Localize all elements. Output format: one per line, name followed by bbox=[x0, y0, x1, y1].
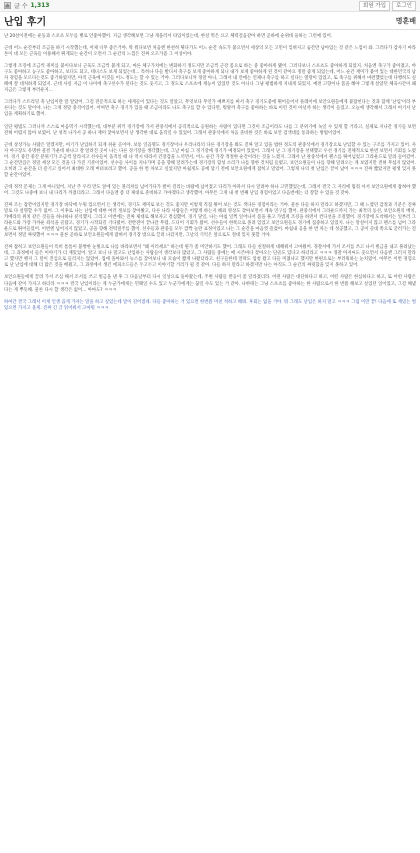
top-bar bbox=[0, 0, 420, 12]
paragraph: 그렇게 조깅에 조금씩 취미를 붙이다보니 근육도 조금씩 붙게 되고, 마른 체구가치에는 변화하기 정도지만 조금씩 근강 몸으로 하는 중 좋아하게 됐어. 그러다보니 스포츠도 좋아하게 되었지. 처음엔 축구가 좋아졌고, 야구도 좋아하고 농구도 좋아하고, 보디도 되고, 테니스도 보게 되었는데... 특히나 다들 발디셔 축구를 보게 좋아하게 되니 내가 보게 좋아하게 된 것이 같아요 정말 좋게 되었는데, 어느 순간 재미가 붙어 있는 대한민국의 남자 경험을 모르다는것도 좋기하였지만, 아직 근육에 이것들 어느 정도는 할 수 있는 거야. 그러다보니까 정말 아니, 그래서 내 안에는 언제나 축구를 하고 싶다는 열망이 있었고, 또 축구를 위해서 마련했었는데 다행히도 실패에 잘 대처하게 되었지. 근데 사실 지금 이 나이에 축구선수가 된다는 것도 웃기고, 그 정도로 스포츠에 재능이 있었던 것도 아니니 그냥 평범하게 지내게 되었지. 예전 고향이나 몸을 해야 그렇게 살았던 체육시간이 왜 지금은 그렇게 부러운지... bbox=[4, 64, 417, 94]
paragraph: 난 20살이전에는 운동과 스포츠 모두를 별로 안좋아했어. 지금 생각해보면 그냥 게을러서 타입이었는데, 한살 먹은 요고 체력걸음같아 하면 곧바에 순위데 둘하는 그런예 있어. bbox=[4, 34, 333, 39]
post-count bbox=[4, 1, 49, 10]
post-header bbox=[0, 12, 420, 30]
paragraph: 근데 어느 순간부터 조금을 하기 시작했는데, 어제 너무 좋은거야. 딱 뭐다보면 처음엔 한천히 뛰다가도 어느 순간 속도가 붙으면서 세상의 모든 고민이 잊혀지고 숨간만 남아있는 것 같은 느낌이 와. 그러다가 갑자기 마라톤이 대 모든 근육들 이용해서 뛰게되는 순간이 오면서 그 순간의 느낌은 진짜 오르가즘 그 이상이야. bbox=[4, 46, 416, 58]
paragraph: 진짜 잡히고 보안요원들이 특히 틈틈이 불쌍한 눈빛으로 나를 바라보면서 "왜 이러세요" 하는데 뭔가 좀 미안하기도 했어. 그래도 다들 친절하게 대해줘서 고마웠어. 경찰서에 가서 조서를 쓰고 나서 벌금을 내고 풀려났는데, 그 과정에서 들은 이야기가 더 재밌었어. 알고 보니 나 말고도 난입하는 사람들이 생각보다 많았고, 그 사람들 중에는 매 시즌마다 찾아오는 단골도 있다고 하더라고 ㅋㅋㅋ 경찰 아저씨도 웃으면서 다음엔 그러지 말라고 했지만 왠지 그 말이 진심으로 들리지는 않았어. 집에 돌아와서 뉴스를 찾아보니 내 모습이 짧게 나왔더라고. 친구들한테 연락도 엄청 왔고 다들 미쳤냐고 했지만 한편으로는 부러워하는 눈치였어. 아무튼 이번 경험으로 난 난입에 대해 더 많은 것을 배웠고, 그 과정에서 생긴 에피소드들은 두고두고 이야기할 거리가 될 것 같아. 다들 하지 말라고 하겠지만 나는 아직도 그 순간의 짜릿함을 잊지 못하고 있어. bbox=[4, 245, 416, 269]
paragraph: 그러다가 스트리밍 축 난입이란 말 알았어. 그걸 전문적으로 하는 세계들이 있다는 것도 알았고, 무엇보다 무언가 예쁘지를 써서 축구 경기도중에 뛰어들어서 플레이에 보안요원들에게 붙잡힌다는 것과 함께 '난입'이라 부른다는 것도 말이야. 나는 그게 정말 충격이었어. 어쩌면 축구 경기가 있을 때 조금이라도 나도 축구를 할 수 있다면, 뭐랄까 축구를 좋아하는 바로 이런 것이 아닐까 하는 생각이 들었고. 오늘에 생각해서 그래서 여기서 난입을 계획하기로 했어. bbox=[4, 100, 416, 118]
signup-button[interactable]: 회원 가입 bbox=[359, 1, 390, 11]
count-value: 1,313 bbox=[30, 2, 50, 9]
post-author[interactable]: 명훈배 bbox=[395, 16, 416, 25]
paragraph: 보안요원들에게 끌려 가서 조심 해서 조서를 쓰고 벌금을 낸 후 그 다음날부터 다시 일상으로 돌아왔는데, 주변 사람들 반응이 좀 달라졌더라. 어떤 사람은 대단하다고 하고, 어떤 사람은 한심하다고 하고, 또 어떤 사람은 다음에 같이 가자고 하더라 ㅋㅋㅋ 결국 난입이라는 게 누군가에게는 민폐일 수도 있고 누군가에게는 꿈일 수도 있는 거 같아. 나한테는 그냥 스포츠를 좋아하는 한 사람으로서 한 번쯤 해보고 싶었던 일이었고, 그걸 해냈다는 게 뿌듯해. 물론 다시 할 생각은 없어... 아마도? ㅋㅋㅋ bbox=[4, 275, 416, 293]
login-button[interactable]: 로그인 bbox=[392, 1, 416, 11]
post-title: 난입 후기 bbox=[4, 17, 47, 28]
paragraph: 근데 상상가능 사람은 알겠지만, 여기가 난입하기 되게 쉬운 곳이야. 보통 일곱명도 경기장이나 우리나라의 다른 경기장을 봐도 진짜 알고 있을 법한 정도의 관중석에서 경기장으로 난입할 수 있는 구조를 가지고 있어. 사자 야구장도 유명한 물결 가운데 하나고 잘 알려진 곳이 나는 다른 경기장을 생각했는데, 그날 마침 그 경기장에 경기가 예정되어 있었어. 그래서 난 그 경기장을 선택했고 우선 경기를 전체적으로 한번 보면서 기회를 노렸어. 경기 중간 중간 분위기가 조금씩 달라지고 선수들이 움직일 때 나 역시 따라서 긴장감을 느끼면서, 어느 순간 가장 적절한 순간이라는 것을 느꼈지. 그래서 난 관중석에서 펜스를 뛰어넘었고 그라운드로 달려 들어갔어. 그 순간만큼은 정말 세상 모든 것을 다 가진 기분이었어. 선수들 사이를 지나가며 공을 향해 달려가는데 경기장의 함성 소리가 나를 향한 것처럼 들렸고, 보안요원들이 나를 향해 달려오는 게 보였지만 전혀 무섭지 않았어. 오히려 그 순간을 더 즐기고 싶어서 최대한 오래 버텨보려고 했어. 공을 한 번 차보고 싶었지만 아쉽게도 공에 닿기 전에 보안요원에게 잡히고 말았어. 그렇게 나의 첫 난입은 끝이 났어 ㅋㅋㅋ 진짜 짧았지만 평생 잊지 못할 순간이었어. bbox=[4, 142, 416, 178]
paragraph: 진짜 조는 잠깐이었지만 경기장 바닥에 누워 있으면서 든 생각이, 경기도 재미로 보는 것도 좋지만 이렇게 직접 뛰어 보는 것도 색다른 경험이라는 거야. 물론 다들 하지 말라고 하겠지만, 그 때 느꼈던 감정과 기분은 진짜 말로 다 설명할 수가 없어. 그 이후로 나는 난입에 대한 여러 정보를 찾아봤고, 다른 나라 사람들은 어떻게 하는지 해외 영상도 찾아보면서 계속 연구를 했어. 관중석에서 그라운드까지 가는 최적의 동선, 보안요원의 배치, 카메라의 위치 같은 것들을 하나하나 분석했지. 그리고 이번에는 진짜 제대로 해보자고 결심했어. 경기 당일, 나는 아침 일찍 일어나서 몸을 풀고 가볍게 조깅을 하면서 컨디션을 조절했어. 경기장에 도착해서는 일부러 그라운드와 가장 가까운 좌석을 골랐고, 경기가 시작되길 기다렸어. 전반전이 끝나갈 무렵, 드디어 기회가 왔어. 선수들이 한쪽으로 몰려 있었고 보안요원들도 경기에 집중하고 있었지. 나는 망설이지 않고 펜스를 넘어 그라운드로 뛰어들었어. 이번엔 넘어지지 않았고, 공을 향해 전력질주를 했어. 선수들과 관중들 모두 깜짝 놀란 표정이었고 나는 그 순간을 마음껏 즐겼어. 마침내 공을 한 번 차는 데 성공했고, 그 공이 골대 쪽으로 굴러가는 걸 보면서 정말 짜릿했어 ㅋㅋㅋ 물론 곧바로 보안요원들에게 잡혀서 경기장 밖으로 끌려 나갔지만, 그날의 기억은 앞으로도 절대 잊지 못할 거야. bbox=[4, 202, 416, 239]
home-icon[interactable] bbox=[4, 2, 11, 9]
paragraph: 일단 평범도 그러니까 스스로 마음먹기 시작했는데, 대부분 위키 경기장에 가서 관중석에서 공격적으로 응원하는 사람이 있다면 그것이 조금이라도 나를 그 분위기에 녹일 수 있게 할 거라고, 실제로 지나간 경기들 보면 전혀 어렵지 않아 보였어. 난 성적 나가서 공 하나 재미 찾아보면서 난 생각한 대로 움직일 수 있었어. 그래서 관중석에서 처음 준비한 것은 바로 보안 검색대를 통과하는 방법이었어. bbox=[4, 124, 416, 136]
paragraph: 하여간 결국 그래서 이게 인생 곱게 가자는 말을 하고 싶었는데 말이 길어졌네. 다들 좋아하는 거 있으면 한번쯤 미친 척하고 해봐. 후회는 없을 거야. 뭐 그래도 난입은 하지 말고 ㅋㅋㅋ 그럼 이만 끝! 다음에 또 재밌는 썰 있으면 가지고 올게. 진짜 긴 글 읽어줘서 고마워 ㅋㅋㅋ bbox=[4, 299, 417, 311]
post-body bbox=[0, 30, 420, 312]
count-label: 글 수 bbox=[14, 3, 28, 10]
paragraph: 근데 정작 문제는 그게 아니었어, 지난 주 우리 만도 앞에 있는 블리쳐를 넘어가다가 발이 걸리는 바람에 넘어졌고 다리가 아파서 다시 달려야 하나 고민했었는데, 그래서 결국 그 자리에 멈춰 서서 보안요원에게 잡혀야 했어. 그것도 나중에 보니 내 다리가 까졌더라고. 그래서 다음엔 좀 더 제대로 준비하고 가야겠다고 생각했어. 아무튼 그게 내 첫 번째 난입 경험이었고 다음번에는 더 잘할 수 있을 것 같아. bbox=[4, 184, 416, 196]
